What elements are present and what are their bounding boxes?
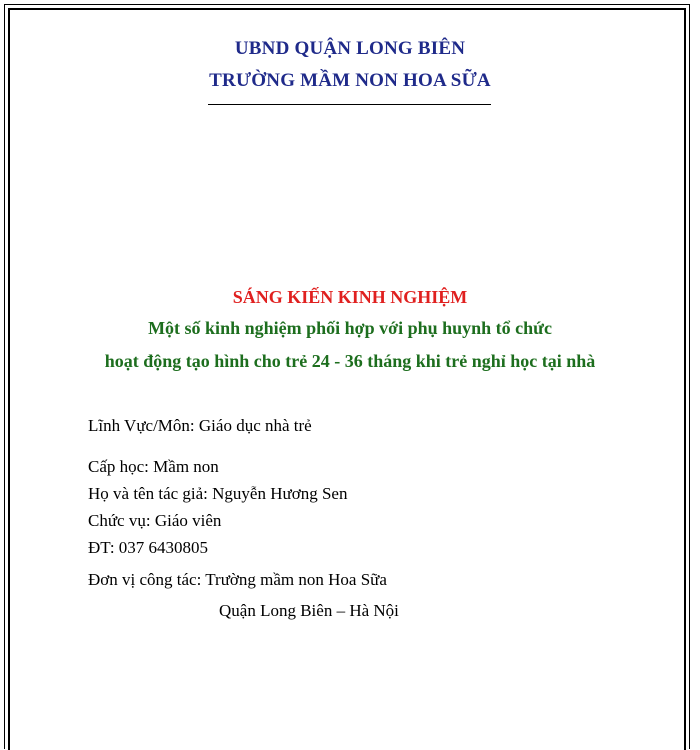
- document-title: SÁNG KIẾN KINH NGHIỆM: [232, 287, 468, 307]
- info-unit-line2: Quận Long Biên – Hà Nội: [219, 601, 399, 620]
- header-district: UBND QUẬN LONG BIÊN: [234, 38, 466, 59]
- info-unit: Đơn vị công tác: Trường mầm non Hoa Sữa: [88, 570, 387, 589]
- info-level: Cấp học: Mầm non: [88, 457, 219, 476]
- page-border-inner: [8, 8, 686, 750]
- info-position: Chức vụ: Giáo viên: [88, 511, 222, 530]
- info-author: Họ và tên tác giả: Nguyễn Hương Sen: [88, 484, 348, 503]
- header-school: TRƯỜNG MẦM NON HOA SỮA: [209, 70, 491, 91]
- document-subtitle-line1: Một số kinh nghiệm phối hợp với phụ huynh tổ chức: [148, 318, 552, 338]
- info-field: Lĩnh Vực/Môn: Giáo dục nhà trẻ: [88, 416, 312, 435]
- header-underline: [208, 104, 491, 105]
- document-subtitle-line2: hoạt động tạo hình cho trẻ 24 - 36 tháng khi trẻ nghỉ học tại nhà: [104, 351, 596, 371]
- info-phone: ĐT: 037 6430805: [88, 538, 209, 557]
